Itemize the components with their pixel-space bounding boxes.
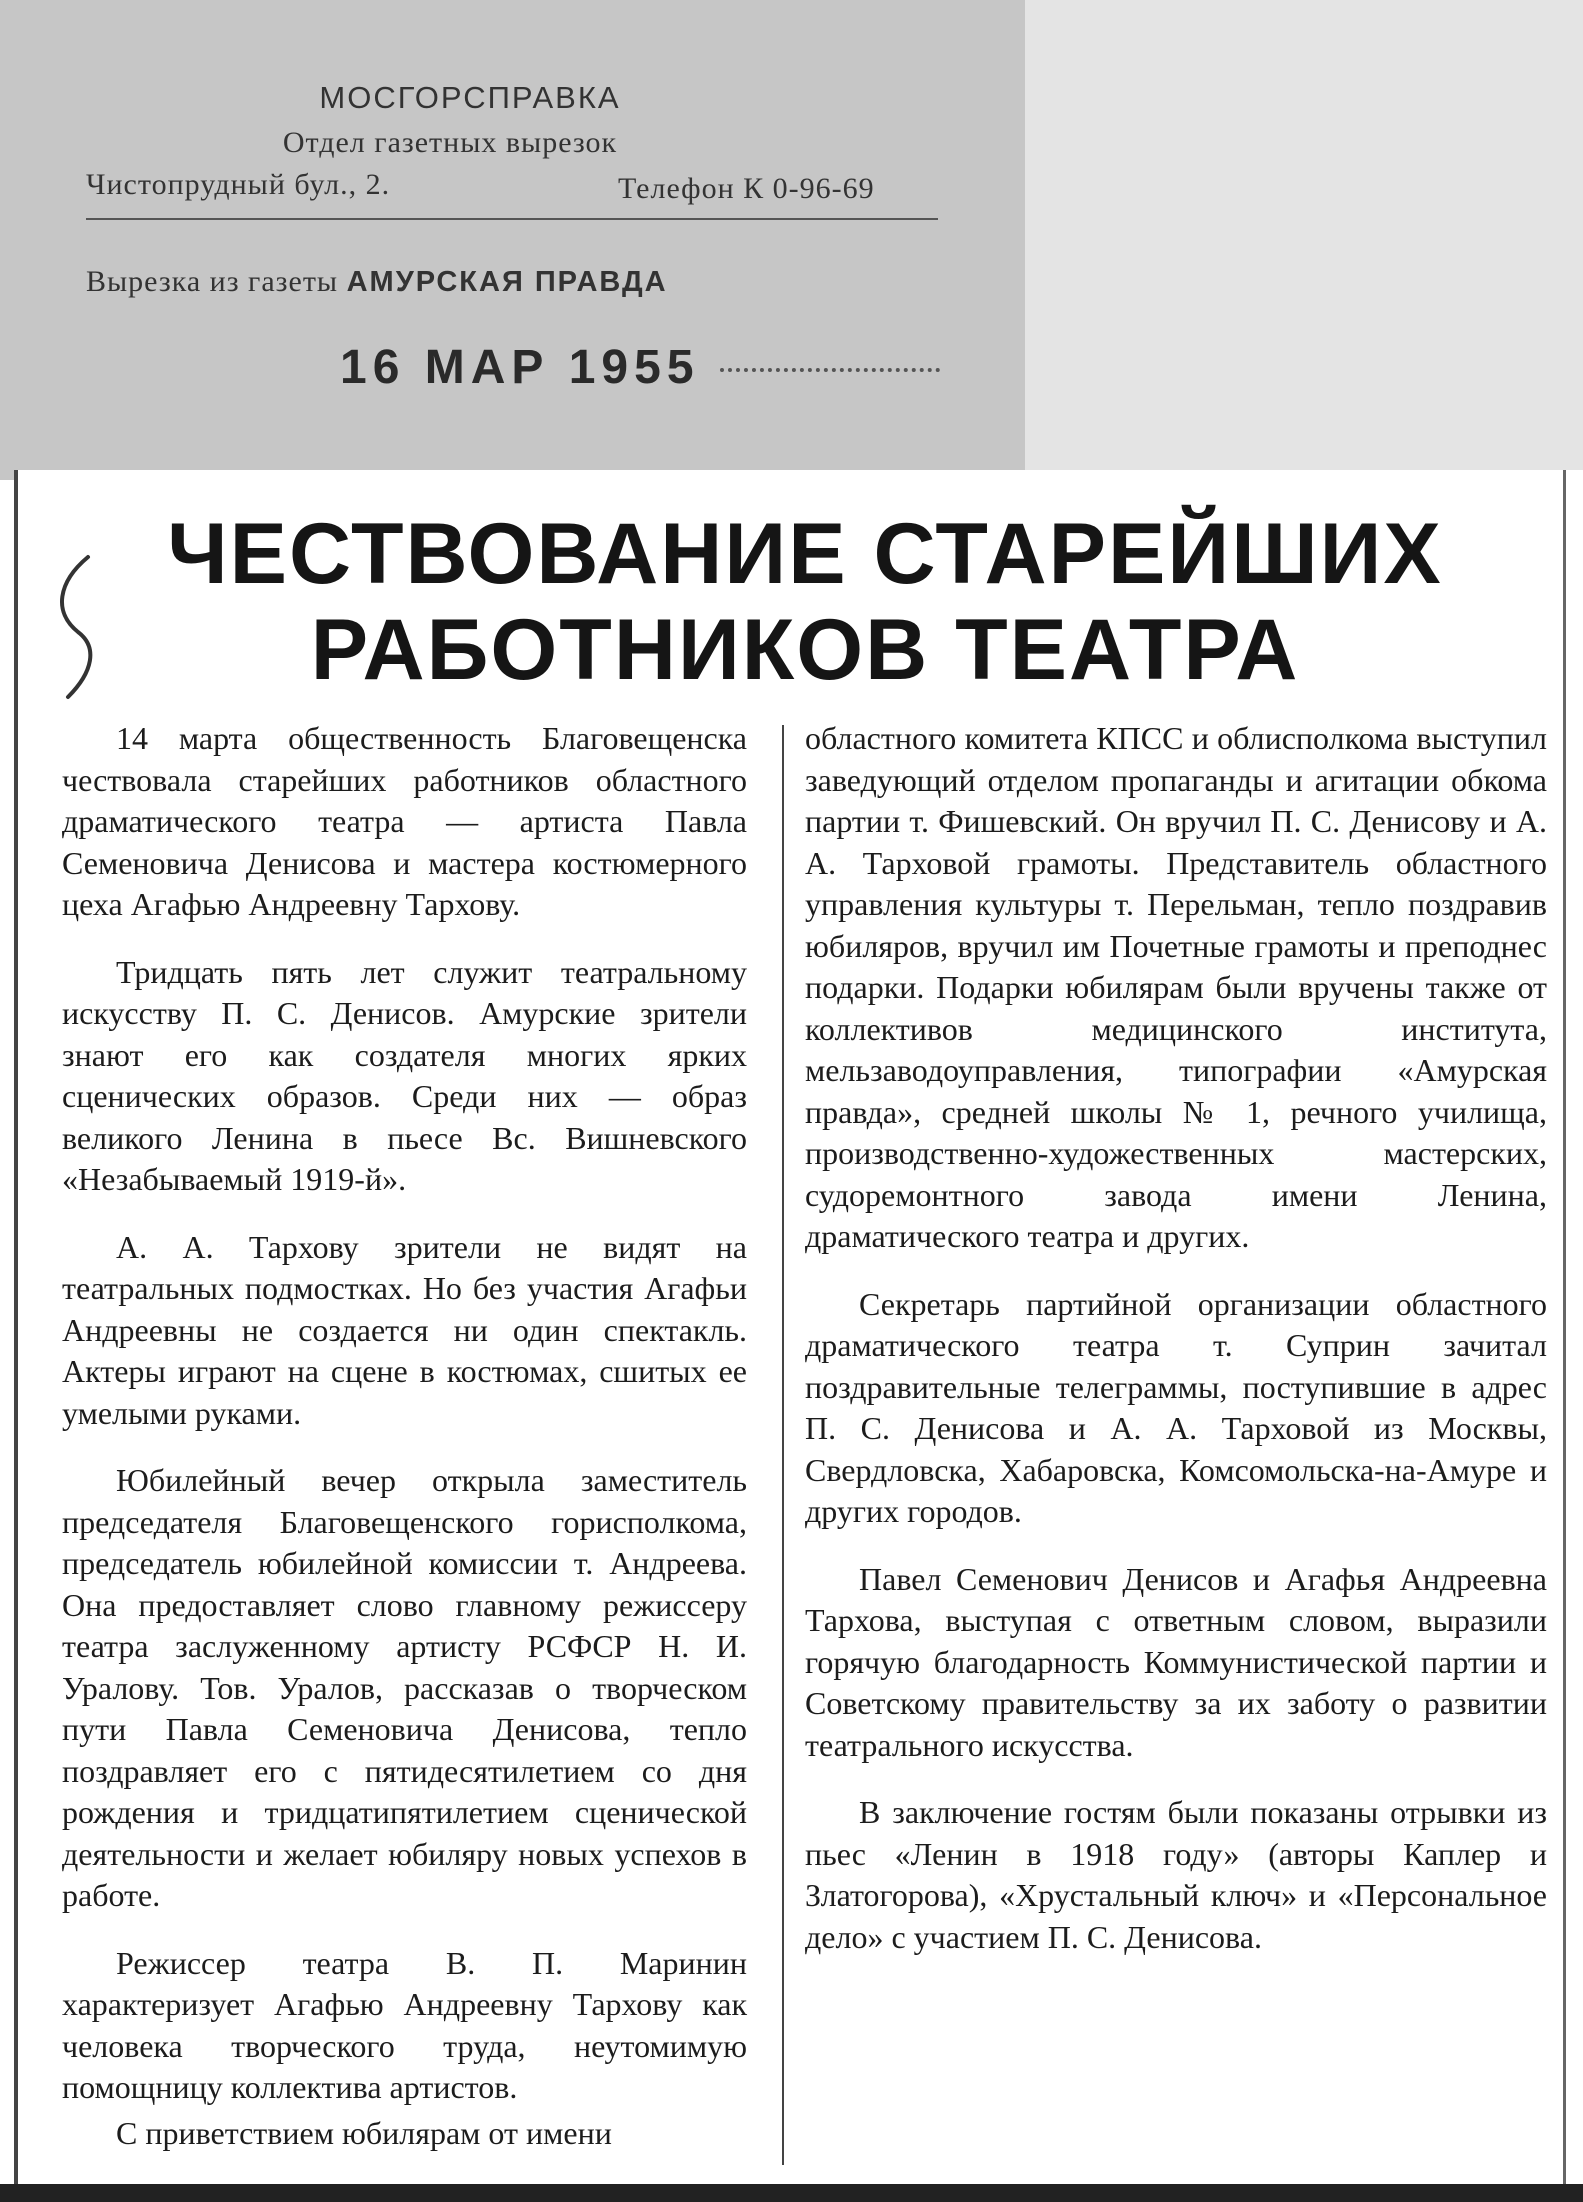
header-divider (86, 218, 938, 220)
paragraph: С приветствием юбилярам от имени (116, 2114, 612, 2151)
date-dotted-line (720, 368, 940, 372)
paragraph: Юбилейный вечер открыла заместитель председателя Благовещенского горисполкома, председатель юбилейной комиссии т. Андреева. Она предоставляет слово главному режиссеру театра заслуженному артисту РСФСР Н. И. Уралову. Тов. Уралов, рассказав о творческом пути Павла Семеновича Денисова, тепло поздравляет его с пятидесятилетием со дня рождения и тридцатипятилетием сценической деятельности и желает юбиляру новых успехов в работе. (62, 1462, 747, 1913)
article-right-column (805, 718, 1547, 1984)
clipping-prefix: Вырезка из газеты (86, 265, 339, 298)
headline-line-1: ЧЕСТВОВАНИЕ СТАРЕЙШИХ (167, 506, 1443, 602)
paragraph-continuation: областного комитета КПСС и облисполкома выступил заведующий отделом пропаганды и агитации обкома партии т. Фишевский. Он вручил П. С. Денисову и А. А. Тарховой грамоты. Представитель областного управления культуры т. Перельман, тепло поздравив юбиляров, вручил им Почетные грамоты и преподнес подарки. Подарки юбилярам были вручены также от коллективов медицинского института, мельзаводоуправления, типографии «Амурская правда», средней школы № 1, речного училища, производственно-художественных мастерских, судоремонтного завода имени Ленина, драматического театра и других. (805, 720, 1547, 1254)
page-bottom-edge (0, 2184, 1583, 2202)
header-phone: Телефон К 0-96-69 (618, 172, 875, 205)
header-address: Чистопрудный бул., 2. (86, 168, 391, 201)
paragraph: 14 марта общественность Благовещенска чествовала старейших работников областного драматического театра — артиста Павла Семеновича Денисова и мастера костюмерного цеха Агафью Андреевну Тархову. (62, 720, 747, 922)
header-organization: МОСГОРСПРАВКА (319, 80, 621, 115)
date-stamp: 16 МАР 1955 (340, 341, 700, 394)
paragraph: Тридцать пять лет служит театральному искусству П. С. Денисов. Амурские зрители знают его как создателя многих ярких сценических образов. Среди них — образ великого Ленина в пьесе Вс. Вишневского «Незабываемый 1919-й». (62, 953, 747, 1197)
headline-line-2: РАБОТНИКОВ ТЕАТРА (310, 602, 1300, 698)
paragraph: Секретарь партийной организации областного драматического театра т. Суприн зачитал поздравительные телеграммы, поступившие в адрес П. С. Денисова и А. А. Тарховой из Москвы, Свердловска, Хабаровска, Комсомольска-на-Амуре и других городов. (805, 1285, 1547, 1529)
column-divider (782, 725, 784, 2165)
paragraph: А. А. Тархову зрители не видят на театральных подмостках. Но без участия Агафьи Андреевны не создается ни один спектакль. Актеры играют на сцене в костюмах, сшитых ее умелыми руками. (62, 1228, 747, 1431)
header-department: Отдел газетных вырезок (282, 126, 618, 159)
bracket-mark-icon (48, 552, 108, 702)
paragraph: Режиссер театра В. П. Маринин характеризует Агафью Андреевну Тархову как человека творческого труда, неутомимую помощницу коллектива артистов. (62, 1944, 747, 2105)
clipping-header-card (0, 0, 1025, 480)
handwritten-margin-mark (48, 552, 108, 722)
article-headline (140, 506, 1470, 698)
newspaper-name: АМУРСКАЯ ПРАВДА (346, 266, 668, 298)
background-shade (1025, 0, 1583, 470)
header-clipping-source (86, 265, 668, 299)
article-left-column (62, 718, 747, 2180)
paragraph: Павел Семенович Денисов и Агафья Андреевна Тархова, выступая с ответным словом, выразили горячую благодарность Коммунистической партии и Советскому правительству за их заботу о развитии театрального искусства. (805, 1560, 1547, 1763)
paragraph: В заключение гостям были показаны отрывки из пьес «Ленин в 1918 году» (авторы Каплер и Златогорова), «Хрустальный ключ» и «Персональное дело» с участием П. С. Денисова. (805, 1794, 1547, 1955)
